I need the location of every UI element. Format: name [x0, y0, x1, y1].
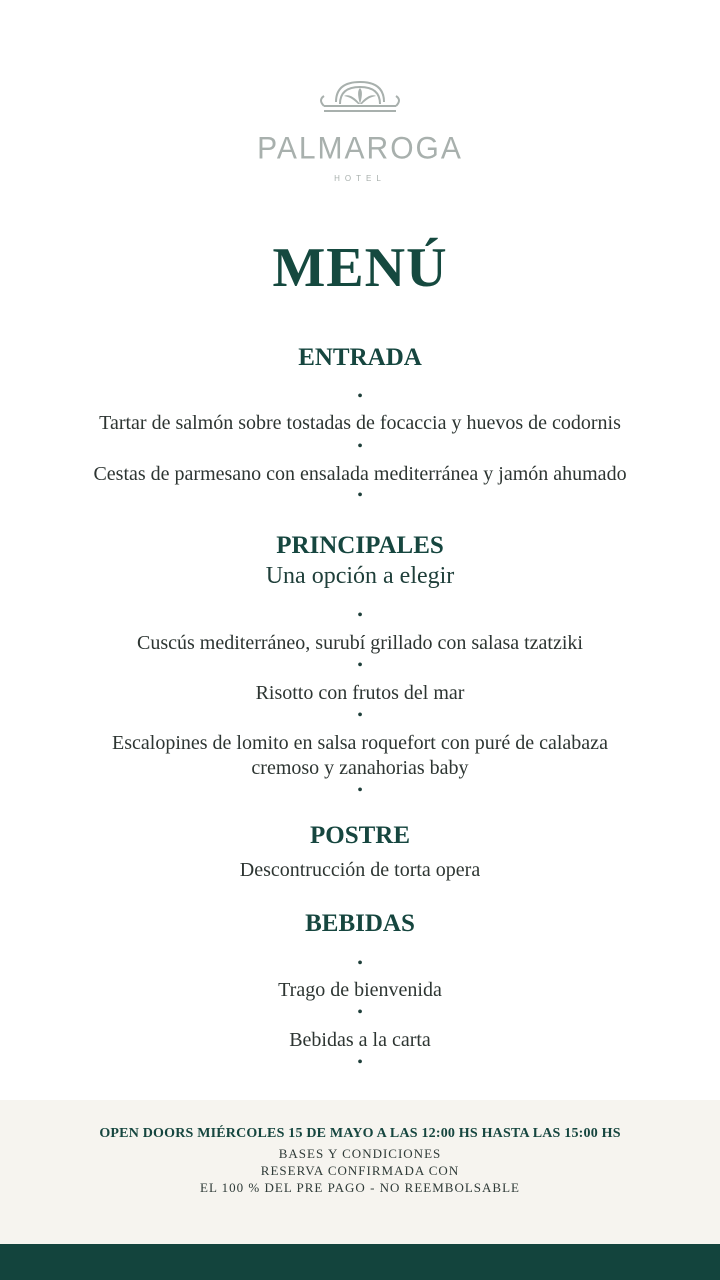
bullet: •: [357, 438, 363, 455]
section-title-entrada: ENTRADA: [298, 344, 422, 371]
brand-name: PALMAROGA: [257, 131, 463, 166]
bullet: •: [357, 487, 363, 504]
section-title-postre: POSTRE: [309, 822, 411, 849]
menu-item: Cestas de parmesano con ensalada mediterránea y jamón ahumado: [93, 463, 627, 485]
conditions-line: EL 100 % DEL PRE PAGO - NO REEMBOLSABLE: [200, 1180, 520, 1195]
menu-item: Risotto con frutos del mar: [255, 682, 465, 704]
principales-subtitle: Una opción a elegir: [265, 563, 455, 589]
menu-item: Trago de bienvenida: [278, 979, 442, 1001]
menu-item: Bebidas a la carta: [289, 1029, 431, 1051]
bullet: •: [357, 657, 363, 674]
menu-item: cremoso y zanahorias baby: [251, 757, 469, 779]
section-title-bebidas: BEBIDAS: [305, 910, 415, 937]
menu-title: MENÚ: [272, 237, 448, 299]
menu-item: Escalopines de lomito en salsa roquefort con puré de calabaza: [112, 732, 608, 754]
bottom-bar: [0, 1244, 720, 1280]
event-info: OPEN DOORS MIÉRCOLES 15 DE MAYO A LAS 12:00 HS HASTA LAS 15:00 HS: [99, 1126, 621, 1141]
bullet: •: [357, 707, 363, 724]
brand-subtitle: HOTEL: [334, 174, 386, 183]
palm-emblem-icon: [300, 78, 420, 138]
bullet: •: [357, 388, 363, 405]
bullet: •: [357, 1004, 363, 1021]
conditions-line: RESERVA CONFIRMADA CON: [260, 1163, 460, 1178]
bullet: •: [357, 607, 363, 624]
menu-item: Cuscús mediterráneo, surubí grillado con salasa tzatziki: [137, 632, 583, 654]
bullet: •: [357, 955, 363, 972]
menu-item: Tartar de salmón sobre tostadas de focaccia y huevos de codornis: [99, 412, 621, 434]
bullet: •: [357, 1054, 363, 1071]
bullet: •: [357, 782, 363, 799]
menu-item: Descontrucción de torta opera: [239, 859, 481, 881]
section-title-principales: PRINCIPALES: [276, 532, 444, 559]
conditions-title: BASES Y CONDICIONES: [278, 1146, 442, 1161]
